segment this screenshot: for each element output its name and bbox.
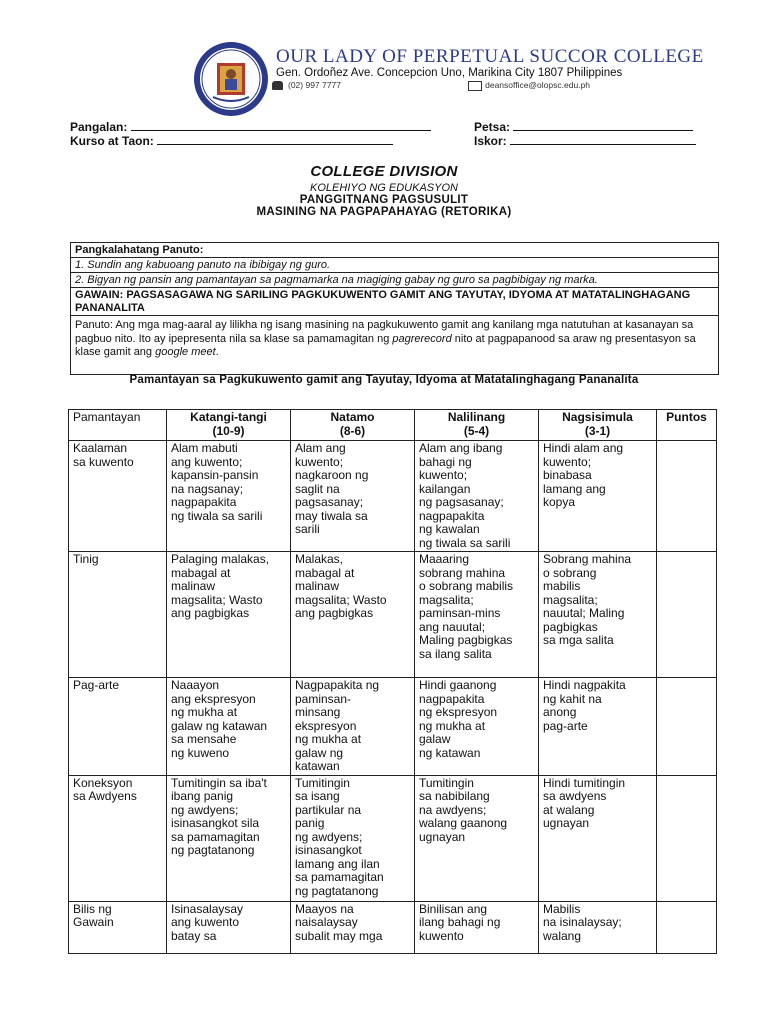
exam-title: PANGGITNANG PAGSUSULIT (299, 194, 469, 206)
table-row (69, 678, 717, 776)
phone-number: (02) 997 7777 (288, 80, 341, 90)
header-level-1: Katangi-tangi (10-9) (167, 410, 291, 441)
score-field (474, 133, 696, 148)
task-instructions (71, 316, 718, 374)
score-cell[interactable] (657, 441, 717, 552)
contact-row (272, 80, 590, 94)
date-label: Petsa: (474, 120, 511, 134)
college-name: OUR LADY OF PERPETUAL SUCCOR COLLEGE (276, 46, 704, 67)
panuto-text-c: . (215, 346, 219, 358)
instruction-item-2: 2. Bigyan ng pansin ang pamantayan sa pagmamarka na magiging gabay ng guro sa pagbibigay ng marka. (71, 273, 718, 288)
score-cell[interactable] (657, 552, 717, 678)
panuto-text-a: Panuto: Ang mga mag-aaral ay lilikha ng isang masining na pagkukuwento gamit ang kanilang mga natutuhan at kasanayan sa pagbuo nito. Ito ay ipepresenta nila sa klase sa pamamagitan ng (75, 319, 694, 345)
level-cell: Tumitingin sa iba't ibang panig ng awdyens; isinasangkot sila sa pamamagitan ng pagtatanong (167, 775, 291, 901)
criterion-cell: Bilis ng Gawain (69, 901, 167, 953)
criterion-cell: Tinig (69, 552, 167, 678)
score-cell[interactable] (657, 775, 717, 901)
header-criterion-label: Pamantayan (73, 410, 141, 424)
score-cell[interactable] (657, 901, 717, 953)
college-subtitle: KOLEHIYO NG EDUKASYON (310, 182, 458, 194)
level-cell: Maayos na naisalaysay subalit may mga (291, 901, 415, 953)
email (468, 80, 590, 91)
school-seal-icon (193, 41, 269, 117)
level-cell: Mabilis na isinalaysay; walang (539, 901, 657, 953)
phone-icon (272, 81, 283, 90)
task-heading: GAWAIN: PAGSASAGAWA NG SARILING PAGKUKUWENTO GAMIT ANG TAYUTAY, IDYOMA AT MATATALINGHAGANG PANANALITA (71, 288, 718, 316)
panuto-emphasis-2: google meet (155, 346, 216, 358)
college-address: Gen. Ordoñez Ave. Concepcion Uno, Marikina City 1807 Philippines (276, 67, 623, 79)
course-blank[interactable] (157, 133, 393, 145)
level-cell: Hindi nagpakita ng kahit na anong pag-arte (539, 678, 657, 776)
exam-titles (0, 163, 768, 218)
panuto-text-b: nito at pagpapanood sa araw ng presentasyon sa klase gamit ang (75, 332, 696, 358)
score-blank[interactable] (510, 133, 696, 145)
date-blank[interactable] (513, 119, 693, 131)
level-cell: Tumitingin sa nabibilang na awdyens; walang gaanong ugnayan (415, 775, 539, 901)
header-level-4: Nagsisimula (3-1) (539, 410, 657, 441)
level-cell: Palaging malakas, mabagal at malinaw magsalita; Wasto ang pagbigkas (167, 552, 291, 678)
course-field (70, 133, 393, 148)
level-cell: Hindi alam ang kuwento; binabasa lamang ang kopya (539, 441, 657, 552)
header-criterion (69, 410, 167, 441)
level-cell: Alam ang kuwento; nagkaroon ng saglit na pagsasanay; may tiwala sa sarili (291, 441, 415, 552)
rubric-header-row (69, 410, 717, 441)
phone (272, 80, 341, 90)
name-field (70, 119, 431, 134)
level-cell: Alam mabuti ang kuwento; kapansin-pansin na nagsanay; nagpapakita ng tiwala sa sarili (167, 441, 291, 552)
instructions-box (70, 242, 719, 375)
level-cell: Hindi tumitingin sa awdyens at walang ugnayan (539, 775, 657, 901)
level-cell: Isinasalaysay ang kuwento batay sa (167, 901, 291, 953)
criterion-cell: Pag-arte (69, 678, 167, 776)
division-title: COLLEGE DIVISION (310, 163, 458, 180)
score-label: Iskor: (474, 134, 507, 148)
header-level-2: Natamo (8-6) (291, 410, 415, 441)
level-cell: Malakas, mabagal at malinaw magsalita; Wasto ang pagbigkas (291, 552, 415, 678)
course-label: Kurso at Taon: (70, 134, 154, 148)
level-cell: Tumitingin sa isang partikular na panig ng awdyens; isinasangkot lamang ang ilan sa pamamagitan ng pagtatanong (291, 775, 415, 901)
table-row (69, 552, 717, 678)
header-score: Puntos (657, 410, 717, 441)
score-cell[interactable] (657, 678, 717, 776)
subject-title: MASINING NA PAGPAPAHAYAG (RETORIKA) (256, 206, 512, 218)
criterion-cell: Kaalaman sa kuwento (69, 441, 167, 552)
panuto-emphasis-1: pagrerecord (392, 332, 452, 345)
email-address: deansoffice@olopsc.edu.ph (485, 80, 590, 90)
level-cell: Binilisan ang ilang bahagi ng kuwento (415, 901, 539, 953)
criterion-cell: Koneksyon sa Awdyens (69, 775, 167, 901)
level-cell: Naaayon ang ekspresyon ng mukha at galaw ng katawan sa mensahe ng kuweno (167, 678, 291, 776)
level-cell: Alam ang ibang bahagi ng kuwento; kailangan ng pagsasanay; nagpapakita ng kawalan ng tiwala sa sarili (415, 441, 539, 552)
name-blank[interactable] (131, 119, 431, 131)
level-cell: Maaaring sobrang mahina o sobrang mabilis magsalita; paminsan-mins ang nauutal; Maling pagbigkas sa ilang salita (415, 552, 539, 678)
instructions-heading: Pangkalahatang Panuto: (71, 243, 718, 258)
table-row (69, 441, 717, 552)
level-cell: Sobrang mahina o sobrang mabilis magsalita; nauutal; Maling pagbigkas sa mga salita (539, 552, 657, 678)
table-row (69, 775, 717, 901)
mail-icon (468, 81, 482, 91)
level-cell: Nagpapakita ng paminsan- minsang ekspresyon ng mukha at galaw ng katawan (291, 678, 415, 776)
header-level-3: Nalilinang (5-4) (415, 410, 539, 441)
instruction-item-1: 1. Sundin ang kabuoang panuto na ibibigay ng guro. (71, 258, 718, 273)
level-cell: Hindi gaanong nagpapakita ng ekspresyon ng mukha at galaw ng katawan (415, 678, 539, 776)
table-row (69, 901, 717, 953)
rubric-title: Pamantayan sa Pagkukuwento gamit ang Tayutay, Idyoma at Matatalinghagang Pananalita (129, 374, 639, 386)
name-label: Pangalan: (70, 120, 128, 134)
rubric-table (68, 409, 717, 954)
date-field (474, 119, 693, 134)
